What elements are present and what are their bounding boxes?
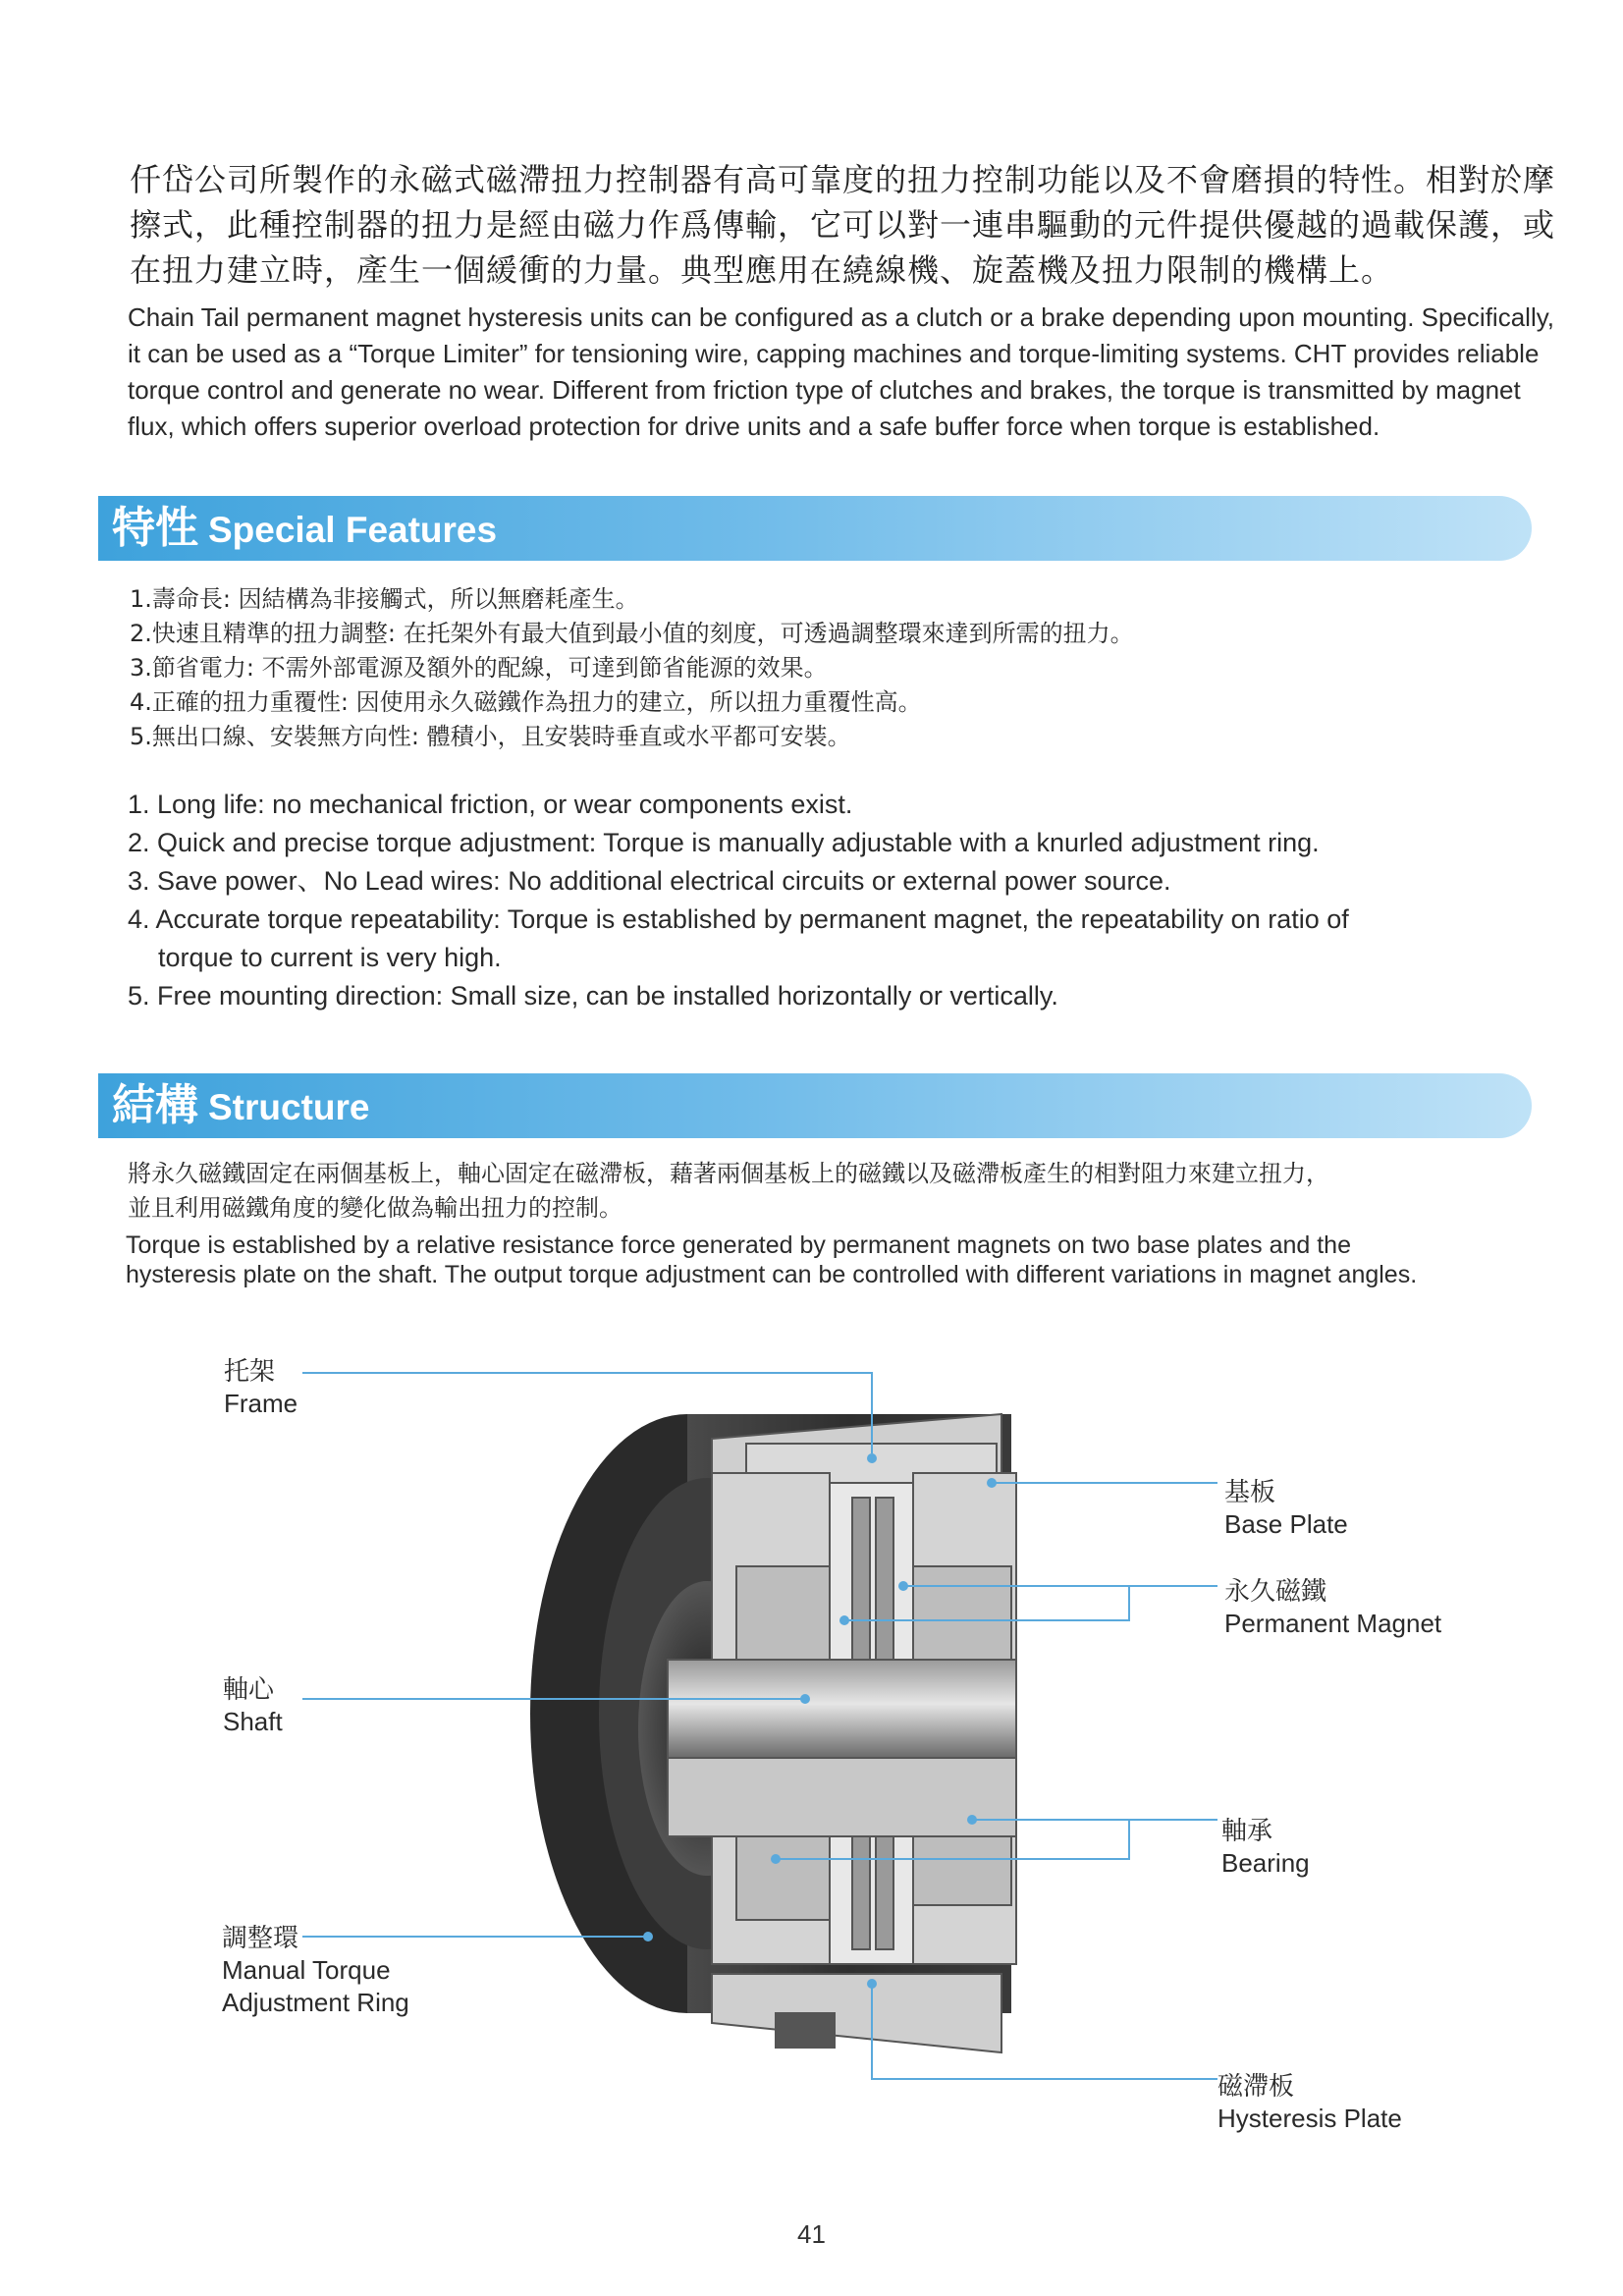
features-banner (98, 496, 1532, 561)
hysteresis-unit-cutaway-diagram (0, 1296, 1623, 2200)
structure-title (112, 1079, 369, 1134)
label-bearing-en: Bearing (1221, 1848, 1310, 1878)
label-ring-en1: Manual Torque (222, 1955, 391, 1985)
label-hysteresis-plate (1217, 2070, 1402, 2135)
feature-en-item: torque to current is very high. (158, 943, 502, 972)
intro-en-line: it can be used as a “Torque Limiter” for tensioning wire, capping machines and torque-limiting systems. CHT provides reliable (128, 339, 1540, 368)
structure-banner (98, 1073, 1532, 1138)
feature-zh-item: 5.無出口線、安裝無方向性: 體積小，且安裝時垂直或水平都可安裝。 (130, 723, 851, 750)
structure-chinese (128, 1157, 1329, 1226)
features-title-zh: 特性 (112, 504, 198, 552)
feature-en-item: 5. Free mounting direction: Small size, can be installed horizontally or vertically. (128, 981, 1058, 1011)
features-title-en: Special Features (208, 510, 498, 550)
feature-en-item: 2. Quick and precise torque adjustment: Torque is manually adjustable with a knurled adjustment ring. (128, 828, 1320, 857)
label-ring-en2: Adjustment Ring (222, 1988, 409, 2017)
label-permanent-magnet (1224, 1575, 1441, 1640)
structure-english (126, 1230, 1417, 1289)
intro-en-line: torque control and generate no wear. Different from friction type of clutches and brakes, the torque is transmitted by magnet (128, 375, 1521, 405)
label-adjustment-ring (222, 1922, 409, 2019)
feature-en-item: 4. Accurate torque repeatability: Torque is established by permanent magnet, the repeatability on ratio of (128, 904, 1349, 934)
label-frame-en: Frame (224, 1389, 298, 1418)
label-bearing-zh: 軸承 (1221, 1816, 1273, 1845)
structure-title-zh: 結構 (112, 1081, 198, 1129)
features-chinese-list (130, 582, 1134, 754)
intro-english (128, 300, 1555, 445)
intro-en-line: Chain Tail permanent magnet hysteresis units can be configured as a clutch or a brake depending upon mounting. Specifically, (128, 302, 1555, 332)
intro-zh-line: 在扭力建立時，產生一個緩衝的力量。典型應用在繞線機、旋蓋機及扭力限制的機構上。 (130, 251, 1394, 289)
structure-zh-line: 並且利用磁鐵角度的變化做為輸出扭力的控制。 (128, 1194, 622, 1222)
label-shaft (223, 1673, 283, 1738)
intro-zh-line: 仟岱公司所製作的永磁式磁滯扭力控制器有高可靠度的扭力控制功能以及不會磨損的特性。相對於摩 (130, 161, 1556, 198)
label-hysteresis-en: Hysteresis Plate (1217, 2104, 1402, 2133)
label-magnet-zh: 永久磁鐵 (1224, 1576, 1327, 1606)
label-ring-zh: 調整環 (222, 1923, 299, 1952)
label-frame (224, 1355, 298, 1420)
structure-zh-line: 將永久磁鐵固定在兩個基板上，軸心固定在磁滯板，藉著兩個基板上的磁鐵以及磁滯板產生的相對阻力來建立扭力， (128, 1160, 1329, 1187)
structure-title-en: Structure (208, 1087, 370, 1127)
cut-section (668, 1414, 1016, 2052)
label-base-plate-en: Base Plate (1224, 1509, 1348, 1539)
feature-zh-item: 3.節省電力: 不需外部電源及額外的配線，可達到節省能源的效果。 (130, 654, 828, 682)
feature-en-item: 1. Long life: no mechanical friction, or wear components exist. (128, 790, 853, 819)
label-frame-zh: 托架 (224, 1356, 276, 1386)
structure-en-line: Torque is established by a relative resistance force generated by permanent magnets on two base plates and the (126, 1231, 1351, 1259)
features-english-list (128, 786, 1349, 1015)
page-number: 41 (797, 2219, 826, 2249)
feature-zh-item: 2.快速且精準的扭力調整: 在托架外有最大值到最小值的刻度，可透過調整環來達到所需的扭力。 (130, 620, 1134, 647)
label-shaft-zh: 軸心 (223, 1674, 275, 1704)
feature-en-item: 3. Save power、No Lead wires: No additional electrical circuits or external power source. (128, 866, 1171, 896)
label-base-plate-zh: 基板 (1224, 1477, 1276, 1506)
label-shaft-en: Shaft (223, 1707, 283, 1736)
feature-zh-item: 4.正確的扭力重覆性: 因使用永久磁鐵作為扭力的建立，所以扭力重覆性高。 (130, 688, 922, 716)
label-bearing (1221, 1815, 1310, 1880)
intro-en-line: flux, which offers superior overload protection for drive units and a safe buffer force when torque is established. (128, 411, 1380, 441)
feature-zh-item: 1.壽命長: 因結構為非接觸式，所以無磨耗產生。 (130, 585, 639, 613)
structure-en-line: hysteresis plate on the shaft. The output torque adjustment can be controlled with different variations in magnet angles. (126, 1261, 1418, 1288)
label-base-plate (1224, 1476, 1348, 1541)
intro-chinese (130, 157, 1556, 293)
features-title (112, 502, 497, 557)
label-hysteresis-zh: 磁滯板 (1217, 2071, 1295, 2101)
intro-zh-line: 擦式，此種控制器的扭力是經由磁力作爲傳輸，它可以對一連串驅動的元件提供優越的過載保護，或 (130, 206, 1556, 244)
label-magnet-en: Permanent Magnet (1224, 1609, 1442, 1638)
